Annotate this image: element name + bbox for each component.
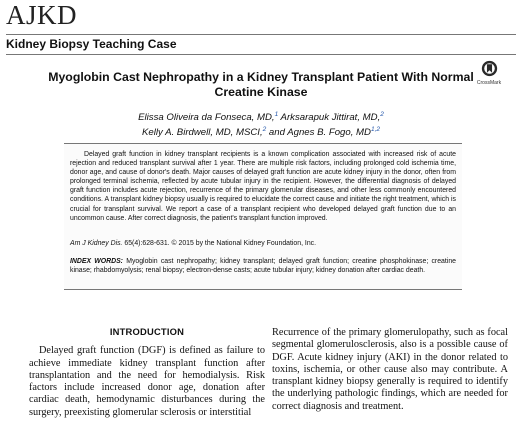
section-divider [6,54,516,55]
abstract-text: Delayed graft function in kidney transplant recipients is a known complication associated with increased risk of acute rejection and reduced transplant survival after 1 year. There are multiple risk factors, including prolonged cold ischemia time, donor age, and cause of donor's death. Major causes of delayed graft function are acute kidney injury in the donor, often from prolonged terminal ischemia, reflected by acute tubular injury in the recipient. However, the differential diagnosis of delayed graft function includes acute rejection, recurrence of the primary glomerular diseases, and other less commonly encountered conditions. A transplant kidney biopsy usually is required to elucidate the correct cause and initiate the right treatment, which is crucial for transplant survival. We report a case of a transplant recipient who developed delayed graft function due to an uncommon cause. After correct diagnosis, the patient's transplant function improved. [70,151,456,222]
affiliation-marker[interactable]: 2 [380,111,384,118]
section-label: Kidney Biopsy Teaching Case [6,37,177,51]
crossmark-label: CrossMark [476,80,502,86]
affiliation-marker[interactable]: 2 [262,126,267,134]
introduction-heading: INTRODUCTION [109,326,185,337]
body-column-left [29,326,265,419]
author-name: Arksarapuk Jittirat, MD, [280,112,381,124]
crossmark-icon [481,60,498,77]
author-name: Elissa Oliveira da Fonseca, MD, [138,112,275,124]
article-title: Myoglobin Cast Nephropathy in a Kidney Transplant Patient With Normal Creatine Kinase [48,70,474,99]
introduction-paragraph-continued: Recurrence of the primary glomerulopathy, such as focal segmental glomerulosclerosis, also is a possible cause of DGF. Acute kidney injury (AKI) in the donor related to toxins, ischemia, or other cause also may contribute. A transplant kidney biopsy generally is required to identify the underlying pathologic findings, which are needed for correct diagnosis and treatment. [272,327,508,412]
introduction-paragraph: Delayed graft function (DGF) is defined as failure to achieve immediate kidney transplant function after transplantation and the need for hemodialysis. Risk factors include increased donor age, donation after cardiac death, hemodynamic disturbances during the surgery, preexisting glomerular sclerosis or interstitial [29,345,265,418]
index-words-label: INDEX WORDS: [70,258,123,265]
affiliation-marker[interactable]: 1,2 [370,126,381,134]
crossmark-badge[interactable] [476,60,502,86]
author-list [60,109,462,139]
header-divider [6,34,516,35]
author-name: Kelly A. Birdwell, MD, MSCI, [141,127,263,139]
citation [70,239,316,248]
author-name: and Agnes B. Fogo, MD [268,127,371,139]
index-words-list: Myoglobin cast nephropathy; kidney transplant; delayed graft function; creatine phosphokinase; creatine kinase; rhabdomyolysis; renal biopsy; electron-dense casts; acute tubular injury; kidney donation after cardiac death. [70,258,456,275]
journal-logo: AJKD [6,0,78,30]
affiliation-marker[interactable]: 1 [274,111,279,118]
index-words [70,257,456,275]
body-column-right [272,327,508,413]
citation-details: 65(4):628-631. © 2015 by the National Kidney Foundation, Inc. [124,240,317,247]
citation-journal: Am J Kidney Dis. [70,240,123,247]
